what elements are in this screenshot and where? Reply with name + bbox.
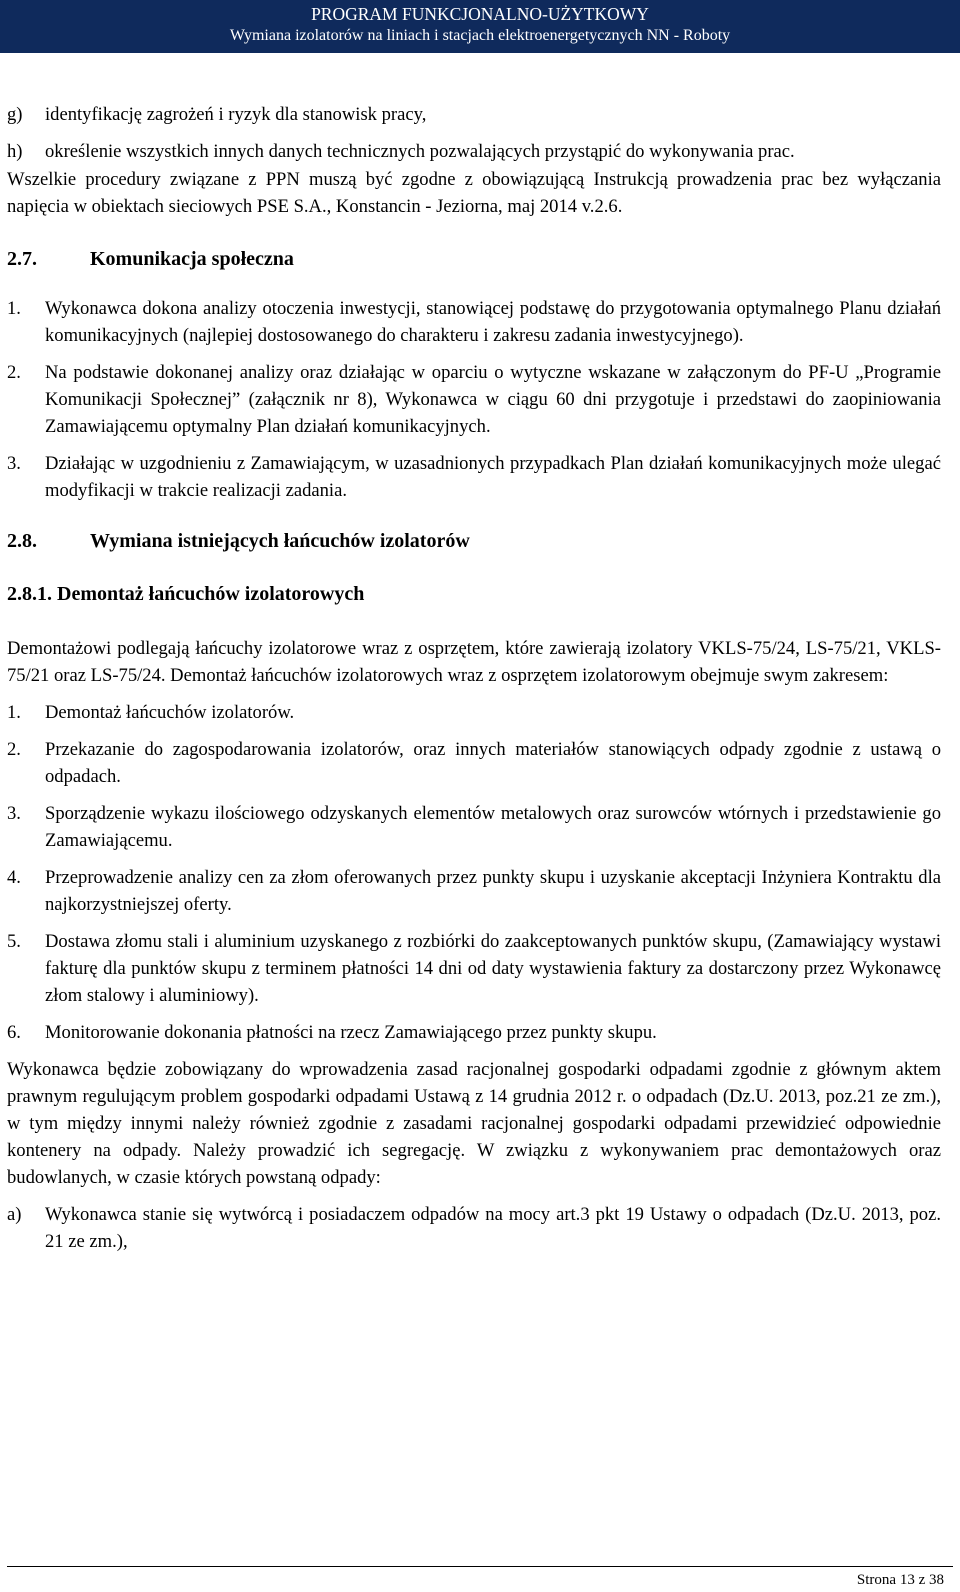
list-item-text: Przekazanie do zagospodarowania izolatorów, oraz innych materiałów stanowiących odpady zgodnie z ustawą o odpadach. [45, 739, 941, 787]
list-item [7, 1019, 941, 1046]
list-item-label: 1. [7, 702, 21, 723]
page-number: Strona 13 z 38 [856, 1572, 944, 1588]
list-item [7, 928, 941, 1009]
section-number: 2.8. [7, 530, 37, 552]
list-item-label: 1. [7, 298, 21, 319]
section-intro: Demontażowi podlegają łańcuchy izolatorowe wraz z osprzętem, które zawierają izolatory VKLS-75/24, LS-75/21, VKLS-75/21 oraz LS-75/24. Demontaż łańcuchów izolatorowych wraz z osprzętem izolatorowym obejmuje swym zakresem: [7, 638, 941, 686]
list-item-label: 5. [7, 931, 21, 952]
list-item [7, 736, 941, 790]
list-item [7, 295, 941, 349]
list-item-text: Dostawa złomu stali i aluminium uzyskanego z rozbiórki do zaakceptowanych punktów skupu, (Zamawiający wystawi fakturę dla punktów skupu z terminem płatności 14 dni od daty wystawienia faktury za dostarczony przez Wykonawcę złom stalowy i aluminiowy). [45, 931, 941, 1006]
list-item-text: identyfikację zagrożeń i ryzyk dla stanowisk pracy, [45, 104, 427, 125]
list-item-text: Na podstawie dokonanej analizy oraz działając w oparciu o wytyczne wskazane w załączonym do PF-U „Programie Komunikacji Społecznej” (załącznik nr 8), Wykonawca w ciągu 60 dni przygotuje i przedstawi do zaopiniowania Zamawiającemu optymalny Plan działań komunikacyjnych. [45, 362, 941, 437]
list-item-text: Działając w uzgodnieniu z Zamawiającym, w uzasadnionych przypadkach Plan działań komunikacyjnych może ulegać modyfikacji w trakcie realizacji zadania. [45, 453, 941, 501]
list-item-label: 3. [7, 803, 21, 824]
list-item-label: a) [7, 1204, 22, 1225]
section-heading-2-7 [7, 246, 941, 273]
list-item-label: 3. [7, 453, 21, 474]
list-item-text: Wykonawca dokona analizy otoczenia inwestycji, stanowiącej podstawę do przygotowania optymalnego Planu działań komunikacyjnych (najlepiej dostosowanego do charakteru i zakresu zadania inwestycyjnego). [45, 298, 941, 346]
waste-paragraph: Wykonawca będzie zobowiązany do wprowadzenia zasad racjonalnej gospodarki odpadami zgodnie z głównym aktem prawnym regulującym problem gospodarki odpadami Ustawą z 14 grudnia 2012 r. o odpadach (Dz.U. 2013, poz.21 ze zm.), w tym między innymi należy również zgodnie z zasadami racjonalnej gospodarki odpadami przewidzieć odpowiednie kontenery na odpady. Należy prowadzić ich segregację. W związku z wykonywaniem prac demontażowych oraz budowlanych, w czasie których powstaną odpady: [7, 1059, 941, 1188]
procedures-note: Wszelkie procedury związane z PPN muszą być zgodne z obowiązującą Instrukcją prowadzenia prac bez wyłączania napięcia w obiektach sieciowych PSE S.A., Konstancin - Jeziorna, maj 2014 v.2.6. [7, 169, 941, 217]
section-number: 2.8.1. [7, 583, 52, 605]
list-item-text: określenie wszystkich innych danych technicznych pozwalających przystąpić do wykonywania prac. [45, 141, 795, 162]
section-heading-2-8 [7, 528, 941, 555]
list-item-text: Wykonawca stanie się wytwórcą i posiadaczem odpadów na mocy art.3 pkt 19 Ustawy o odpadach (Dz.U. 2013, poz. 21 ze zm.), [45, 1204, 941, 1252]
page-footer [0, 1562, 960, 1592]
section-title: Wymiana istniejących łańcuchów izolatorów [90, 530, 470, 552]
list-item [7, 450, 941, 504]
list-item-label: 2. [7, 739, 21, 760]
list-item-text: Demontaż łańcuchów izolatorów. [45, 702, 295, 723]
document-body [7, 101, 941, 1255]
section-heading-2-8-1 [7, 581, 941, 608]
list-item-text: Sporządzenie wykazu ilościowego odzyskanych elementów metalowych oraz surowców wtórnych i przedstawienie go Zamawiającemu. [45, 803, 941, 851]
list-item [7, 699, 941, 726]
list-item-label: g) [7, 104, 23, 125]
list-item-label: 4. [7, 867, 21, 888]
list-item-label: 6. [7, 1022, 21, 1043]
list-item [7, 864, 941, 918]
list-item-label: 2. [7, 362, 21, 383]
list-item [7, 138, 941, 165]
section-title: Komunikacja społeczna [90, 248, 294, 270]
list-item [7, 101, 941, 128]
header-subtitle: Wymiana izolatorów na liniach i stacjach elektroenergetycznych NN - Roboty [229, 27, 731, 44]
list-item [7, 800, 941, 854]
list-item [7, 1201, 941, 1255]
list-item-text: Monitorowanie dokonania płatności na rzecz Zamawiającego przez punkty skupu. [45, 1022, 657, 1043]
list-item [7, 359, 941, 440]
page-header [0, 0, 960, 53]
section-number: 2.7. [7, 248, 37, 270]
section-title: Demontaż łańcuchów izolatorowych [57, 583, 365, 605]
list-item-text: Przeprowadzenie analizy cen za złom oferowanych przez punkty skupu i uzyskanie akceptacji Inżyniera Kontraktu dla najkorzystniejszej oferty. [45, 867, 941, 915]
list-item-label: h) [7, 141, 23, 162]
header-title: PROGRAM FUNKCJONALNO-UŻYTKOWY [311, 4, 649, 24]
footer-divider [7, 1566, 953, 1567]
